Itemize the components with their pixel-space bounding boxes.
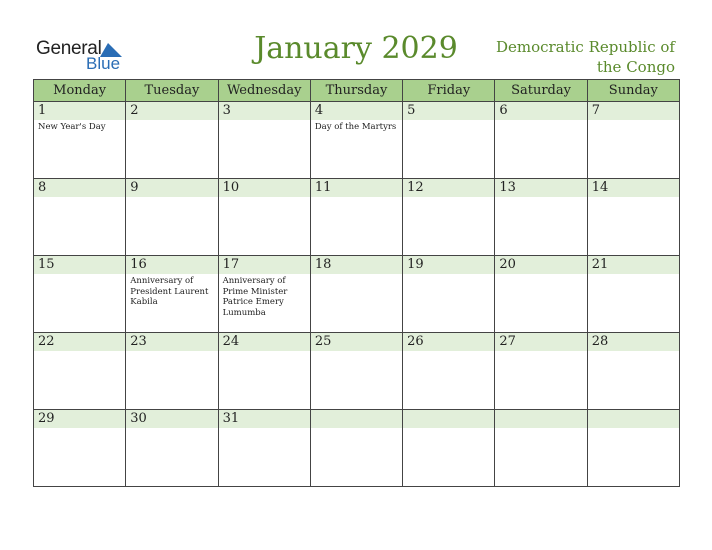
day-number: 5 bbox=[403, 102, 494, 120]
day-cell bbox=[34, 102, 126, 179]
calendar-grid bbox=[33, 79, 680, 487]
day-cell bbox=[218, 256, 310, 333]
day-number: 9 bbox=[126, 179, 217, 197]
day-number: 20 bbox=[495, 256, 586, 274]
day-number: 13 bbox=[495, 179, 586, 197]
day-number: 6 bbox=[495, 102, 586, 120]
day-cell bbox=[310, 102, 402, 179]
day-number: 16 bbox=[126, 256, 217, 274]
day-cell bbox=[587, 410, 679, 487]
day-cell bbox=[495, 256, 587, 333]
day-number: 19 bbox=[403, 256, 494, 274]
holiday-label: Day of the Martyrs bbox=[314, 122, 397, 132]
day-number: 25 bbox=[311, 333, 402, 351]
day-number: 23 bbox=[126, 333, 217, 351]
day-cell bbox=[495, 179, 587, 256]
holiday-label: Anniversary of Prime Minister Patrice Emery Lumumba bbox=[222, 276, 288, 318]
day-number: 31 bbox=[219, 410, 310, 428]
day-cell bbox=[218, 410, 310, 487]
week-row bbox=[34, 333, 680, 410]
holiday-label: Anniversary of President Laurent Kabila bbox=[130, 276, 209, 307]
weekday-header: Friday bbox=[403, 80, 495, 102]
day-number: 18 bbox=[311, 256, 402, 274]
day-number: 2 bbox=[126, 102, 217, 120]
day-number: 24 bbox=[219, 333, 310, 351]
day-number bbox=[403, 410, 494, 428]
day-cell bbox=[34, 256, 126, 333]
day-cell bbox=[34, 410, 126, 487]
day-number: 26 bbox=[403, 333, 494, 351]
day-cell bbox=[403, 256, 495, 333]
day-cell bbox=[587, 256, 679, 333]
day-cell bbox=[587, 102, 679, 179]
day-cell bbox=[495, 102, 587, 179]
day-number: 4 bbox=[311, 102, 402, 120]
day-number: 12 bbox=[403, 179, 494, 197]
day-number: 10 bbox=[219, 179, 310, 197]
weekday-header: Monday bbox=[34, 80, 126, 102]
day-cell bbox=[403, 102, 495, 179]
day-cell bbox=[310, 256, 402, 333]
day-number: 17 bbox=[219, 256, 310, 274]
day-number: 7 bbox=[588, 102, 679, 120]
day-cell bbox=[218, 179, 310, 256]
day-cell bbox=[126, 410, 218, 487]
country-name: Democratic Republic of the Congo bbox=[495, 38, 675, 76]
day-number: 14 bbox=[588, 179, 679, 197]
weekday-header-row bbox=[34, 80, 680, 102]
day-number bbox=[588, 410, 679, 428]
day-number: 22 bbox=[34, 333, 125, 351]
day-number: 15 bbox=[34, 256, 125, 274]
day-cell bbox=[587, 179, 679, 256]
day-cell bbox=[126, 102, 218, 179]
day-cell bbox=[587, 333, 679, 410]
logo-text-blue: Blue bbox=[86, 54, 121, 73]
weekday-header: Thursday bbox=[310, 80, 402, 102]
week-row bbox=[34, 179, 680, 256]
day-number: 21 bbox=[588, 256, 679, 274]
day-number: 1 bbox=[34, 102, 125, 120]
day-cell bbox=[403, 333, 495, 410]
week-row bbox=[34, 102, 680, 179]
page-title: January 2029 bbox=[254, 31, 458, 66]
week-row bbox=[34, 256, 680, 333]
day-number: 30 bbox=[126, 410, 217, 428]
day-number bbox=[495, 410, 586, 428]
day-cell bbox=[34, 333, 126, 410]
day-number: 11 bbox=[311, 179, 402, 197]
day-cell bbox=[310, 333, 402, 410]
day-number: 27 bbox=[495, 333, 586, 351]
day-cell bbox=[218, 102, 310, 179]
day-number: 29 bbox=[34, 410, 125, 428]
day-number bbox=[311, 410, 402, 428]
day-cell bbox=[310, 410, 402, 487]
day-cell bbox=[310, 179, 402, 256]
day-cell bbox=[403, 410, 495, 487]
weekday-header: Saturday bbox=[495, 80, 587, 102]
day-cell bbox=[218, 333, 310, 410]
day-cell bbox=[126, 179, 218, 256]
day-cell bbox=[495, 410, 587, 487]
day-cell bbox=[126, 333, 218, 410]
logo-text-general: General bbox=[36, 38, 102, 59]
day-cell bbox=[403, 179, 495, 256]
day-cell bbox=[495, 333, 587, 410]
weekday-header: Wednesday bbox=[218, 80, 310, 102]
day-number: 28 bbox=[588, 333, 679, 351]
weekday-header: Tuesday bbox=[126, 80, 218, 102]
week-row bbox=[34, 410, 680, 487]
day-number: 8 bbox=[34, 179, 125, 197]
holiday-label: New Year's Day bbox=[38, 122, 106, 132]
day-cell bbox=[34, 179, 126, 256]
weekday-header: Sunday bbox=[587, 80, 679, 102]
day-number: 3 bbox=[219, 102, 310, 120]
day-cell bbox=[126, 256, 218, 333]
